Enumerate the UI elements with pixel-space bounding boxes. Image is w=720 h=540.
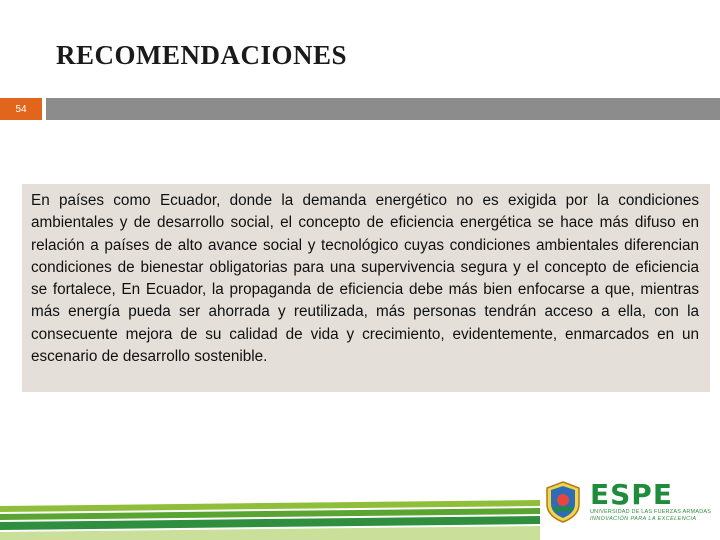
slide-title: RECOMENDACIONES (56, 40, 348, 70)
body-text: En países como Ecuador, donde la demanda energético no es exigida por la condiciones ambientales y de desarrollo social, el concepto de eficiencia energética se hace más difuso en relación a países de alto avance social y tecnológico cuyas condiciones ambientales diferencian condiciones de bienestar obligatorias para una supervivencia segura y el concepto de eficiencia se fortalece, En Ecuador, la propaganda de eficiencia debe más bien enfocarse a que, mientras más energía pueda ser ahorrada y reutilizada, más personas tendrán acceso a ella, con la consecuente mejora de su calidad de vida y crecimiento, evidentemente, enmarcados en un escenario de desarrollo sostenible. (31, 192, 699, 366)
logo-tagline: INNOVACIÓN PARA LA EXCELENCIA (590, 516, 697, 522)
slide-number: 54 (0, 98, 42, 120)
header-bar (46, 98, 720, 120)
footer-stripes (0, 498, 540, 540)
university-shield-icon (544, 480, 582, 524)
espe-logo (544, 479, 720, 525)
logo-subtitle: UNIVERSIDAD DE LAS FUERZAS ARMADAS (590, 509, 712, 515)
logo-wordmark: ESPE (590, 478, 673, 511)
